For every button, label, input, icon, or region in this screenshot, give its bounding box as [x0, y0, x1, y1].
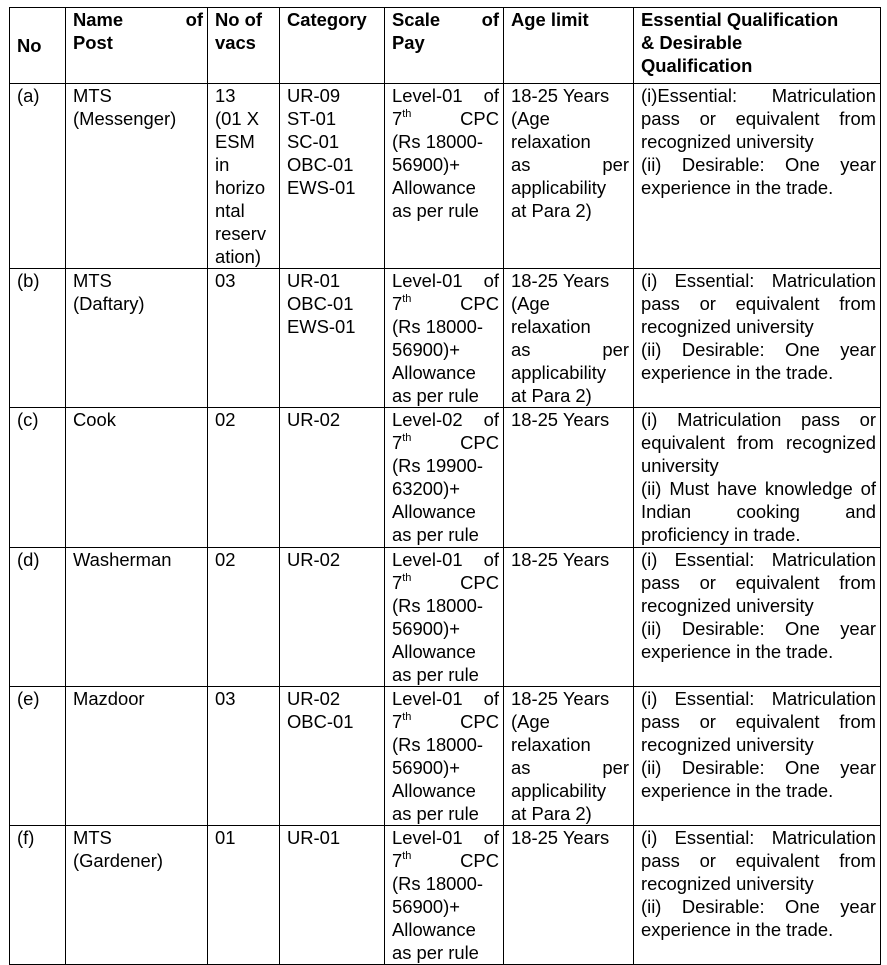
age-limit-line: 18-25 Years: [511, 549, 610, 570]
table-row: [10, 84, 881, 269]
age-limit-line: 18-25 Years: [511, 688, 610, 709]
pay-level-line: Level-01 of: [392, 827, 499, 848]
age-limit-line: 18-25 Years: [511, 409, 610, 430]
post-name-line: MTS: [73, 85, 112, 106]
cell-qualification: [634, 269, 881, 408]
vacancy-line: 02: [215, 409, 236, 430]
cell-category: [280, 269, 385, 408]
qualification-item: (ii) Must have knowledge of Indian cooking and proficiency in trade.: [641, 478, 876, 545]
pay-allowance-line: Allowance: [392, 501, 476, 522]
cell-post-name: [66, 826, 208, 965]
table-row: [10, 269, 881, 408]
cell-no: (a): [10, 84, 66, 269]
post-name-line: (Gardener): [73, 850, 163, 871]
pay-level-line: Level-01 of: [392, 688, 499, 709]
qualification-item: (i) Essential: Matriculation pass or equivalent from recognized university: [641, 827, 876, 894]
age-relax-line: as per: [511, 757, 629, 778]
vacancy-line: 03: [215, 688, 236, 709]
header-scale-of-pay: Scale of Pay: [385, 8, 504, 84]
pay-cpc-line: 7th CPC: [392, 850, 499, 871]
cell-vacancies: [208, 84, 280, 269]
cell-age-limit: [504, 548, 634, 687]
cell-vacancies: [208, 687, 280, 826]
cell-post-name: [66, 408, 208, 548]
post-name-line: MTS: [73, 270, 112, 291]
cell-no: (c): [10, 408, 66, 548]
age-relax-line: (Age: [511, 293, 550, 314]
vacancy-line: 13: [215, 85, 236, 106]
cell-qualification: [634, 687, 881, 826]
vacancy-line: horizo: [215, 177, 266, 198]
cell-age-limit: [504, 408, 634, 548]
pay-cpc-line: 7th CPC: [392, 293, 499, 314]
age-relax-line: at Para 2): [511, 803, 592, 824]
header-age-limit: Age limit: [504, 8, 634, 84]
post-name-line: Mazdoor: [73, 688, 145, 709]
pay-cpc-line: 7th CPC: [392, 572, 499, 593]
cell-category: [280, 408, 385, 548]
age-relax-line: (Age: [511, 108, 550, 129]
pay-allowance-line: as per rule: [392, 664, 479, 685]
category-line: UR-02: [287, 688, 341, 709]
qualification-item: (i) Essential: Matriculation pass or equivalent from recognized university: [641, 688, 876, 755]
pay-cpc-line: 7th CPC: [392, 432, 499, 453]
qualification-item: (i) Essential: Matriculation pass or equivalent from recognized university: [641, 270, 876, 337]
cell-category: [280, 826, 385, 965]
cell-vacancies: [208, 826, 280, 965]
post-name-line: Washerman: [73, 549, 172, 570]
category-line: UR-01: [287, 827, 341, 848]
cell-age-limit: [504, 269, 634, 408]
cell-no: (e): [10, 687, 66, 826]
age-limit-line: 18-25 Years: [511, 85, 610, 106]
age-relax-line: applicability: [511, 177, 607, 198]
pay-level-line: Level-01 of: [392, 85, 499, 106]
qualification-item: (i) Essential: Matriculation pass or equivalent from recognized university: [641, 549, 876, 616]
category-line: EWS-01: [287, 316, 356, 337]
vacancy-line: ESM: [215, 131, 255, 152]
pay-allowance-line: Allowance: [392, 919, 476, 940]
pay-range-line: 56900)+: [392, 618, 461, 639]
category-line: UR-02: [287, 409, 341, 430]
age-relax-line: applicability: [511, 780, 607, 801]
vacancy-line: (01 X: [215, 108, 259, 129]
header-qualification: Essential Qualification & Desirable Qualification: [634, 8, 881, 84]
age-relax-line: at Para 2): [511, 385, 592, 406]
header-category: Category: [280, 8, 385, 84]
category-line: OBC-01: [287, 711, 354, 732]
pay-range-line: 56900)+: [392, 154, 461, 175]
age-relax-line: relaxation: [511, 734, 591, 755]
pay-range-line: 56900)+: [392, 339, 461, 360]
cell-scale-of-pay: [385, 826, 504, 965]
age-relax-line: as per: [511, 154, 629, 175]
pay-range-line: 56900)+: [392, 757, 461, 778]
vacancy-line: ntal: [215, 200, 245, 221]
pay-allowance-line: Allowance: [392, 780, 476, 801]
vacancy-line: reserv: [215, 223, 267, 244]
post-name-line: (Messenger): [73, 108, 177, 129]
age-relax-line: (Age: [511, 711, 550, 732]
category-line: OBC-01: [287, 293, 354, 314]
cell-qualification: [634, 408, 881, 548]
cell-age-limit: [504, 687, 634, 826]
pay-allowance-line: Allowance: [392, 177, 476, 198]
pay-level-line: Level-01 of: [392, 549, 499, 570]
cell-category: [280, 84, 385, 269]
cell-scale-of-pay: [385, 408, 504, 548]
pay-range-line: 56900)+: [392, 896, 461, 917]
pay-allowance-line: as per rule: [392, 200, 479, 221]
pay-range-line: (Rs 18000-: [392, 131, 483, 152]
pay-cpc-line: 7th CPC: [392, 108, 499, 129]
category-line: EWS-01: [287, 177, 356, 198]
pay-allowance-line: as per rule: [392, 524, 479, 545]
table-row: [10, 687, 881, 826]
cell-age-limit: [504, 826, 634, 965]
pay-allowance-line: as per rule: [392, 385, 479, 406]
pay-level-line: Level-01 of: [392, 270, 499, 291]
qualification-item: (ii) Desirable: One year experience in the trade.: [641, 618, 876, 662]
cell-category: [280, 687, 385, 826]
cell-no: (f): [10, 826, 66, 965]
category-line: UR-02: [287, 549, 341, 570]
cell-category: [280, 548, 385, 687]
vacancy-line: 02: [215, 549, 236, 570]
pay-range-line: (Rs 18000-: [392, 734, 483, 755]
header-name-of-post: Name of Post: [66, 8, 208, 84]
pay-range-line: (Rs 18000-: [392, 873, 483, 894]
category-line: UR-01: [287, 270, 341, 291]
pay-allowance-line: as per rule: [392, 942, 479, 963]
table-row: [10, 408, 881, 548]
cell-scale-of-pay: [385, 269, 504, 408]
pay-allowance-line: as per rule: [392, 803, 479, 824]
cell-vacancies: [208, 548, 280, 687]
header-row: [10, 8, 881, 84]
pay-allowance-line: Allowance: [392, 362, 476, 383]
cell-scale-of-pay: [385, 548, 504, 687]
category-line: ST-01: [287, 108, 337, 129]
age-limit-line: 18-25 Years: [511, 827, 610, 848]
qualification-item: (i)Essential: Matriculation pass or equivalent from recognized university: [641, 85, 876, 152]
pay-allowance-line: Allowance: [392, 641, 476, 662]
age-relax-line: relaxation: [511, 131, 591, 152]
cell-post-name: [66, 687, 208, 826]
cell-qualification: [634, 826, 881, 965]
vacancy-line: ation): [215, 246, 262, 267]
cell-age-limit: [504, 84, 634, 269]
cell-post-name: [66, 269, 208, 408]
post-name-line: Cook: [73, 409, 116, 430]
cell-vacancies: [208, 408, 280, 548]
pay-range-line: (Rs 18000-: [392, 316, 483, 337]
cell-scale-of-pay: [385, 84, 504, 269]
category-line: OBC-01: [287, 154, 354, 175]
cell-no: (b): [10, 269, 66, 408]
post-name-line: MTS: [73, 827, 112, 848]
qualification-item: (i) Matriculation pass or equivalent from recognized university: [641, 409, 876, 476]
cell-post-name: [66, 548, 208, 687]
cell-post-name: [66, 84, 208, 269]
cell-scale-of-pay: [385, 687, 504, 826]
post-name-line: (Daftary): [73, 293, 145, 314]
category-line: UR-09: [287, 85, 341, 106]
pay-range-line: (Rs 18000-: [392, 595, 483, 616]
vacancy-line: 01: [215, 827, 236, 848]
cell-no: (d): [10, 548, 66, 687]
vacancy-line: in: [215, 154, 230, 175]
pay-range-line: 63200)+: [392, 478, 461, 499]
age-relax-line: at Para 2): [511, 200, 592, 221]
table-row: [10, 826, 881, 965]
pay-range-line: (Rs 19900-: [392, 455, 483, 476]
qualification-item: (ii) Desirable: One year experience in the trade.: [641, 154, 876, 198]
header-no: No: [10, 8, 66, 84]
category-line: SC-01: [287, 131, 340, 152]
pay-cpc-line: 7th CPC: [392, 711, 499, 732]
age-relax-line: as per: [511, 339, 629, 360]
table-row: [10, 548, 881, 687]
age-relax-line: relaxation: [511, 316, 591, 337]
pay-level-line: Level-02 of: [392, 409, 499, 430]
cell-vacancies: [208, 269, 280, 408]
cell-qualification: [634, 548, 881, 687]
cell-qualification: [634, 84, 881, 269]
header-no-of-vacs: No of vacs: [208, 8, 280, 84]
vacancy-line: 03: [215, 270, 236, 291]
qualification-item: (ii) Desirable: One year experience in the trade.: [641, 896, 876, 940]
qualification-item: (ii) Desirable: One year experience in the trade.: [641, 757, 876, 801]
age-relax-line: applicability: [511, 362, 607, 383]
vacancy-table: [9, 7, 881, 965]
age-limit-line: 18-25 Years: [511, 270, 610, 291]
qualification-item: (ii) Desirable: One year experience in the trade.: [641, 339, 876, 383]
